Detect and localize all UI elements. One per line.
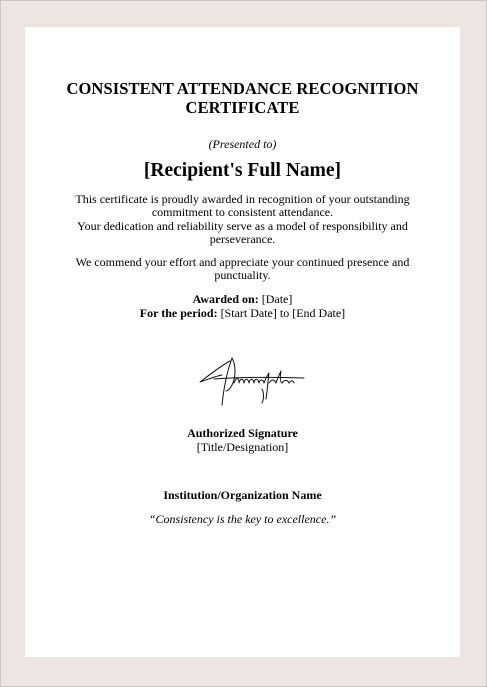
organization-name: Institution/Organization Name: [163, 488, 322, 502]
recipient-name: [Recipient's Full Name]: [143, 160, 342, 181]
presented-to-label: (Presented to): [208, 137, 277, 151]
handwritten-signature-icon: [192, 355, 312, 413]
period-row: [25, 306, 460, 320]
title-line-1: CONSISTENT ATTENDANCE RECOGNITION: [66, 79, 419, 98]
certificate-quote: “Consistency is the key to excellence.”: [148, 512, 337, 526]
title-line-2: CERTIFICATE: [185, 98, 300, 117]
award-dates: [25, 292, 460, 320]
commendation-text: We commend your effort and appreciate your continued presence and punctuality.: [75, 255, 410, 283]
signature-label: Authorized Signature: [187, 426, 298, 440]
period-label: For the period:: [139, 306, 218, 320]
awarded-on-label: Awarded on:: [192, 292, 259, 306]
certificate-body: [65, 193, 420, 247]
body-paragraph-1: This certificate is proudly awarded in recognition of your outstanding commitment to consistent attendance.: [75, 192, 410, 220]
signature-title: [Title/Designation]: [196, 440, 289, 454]
awarded-on-value: [Date]: [258, 292, 293, 306]
signature-image: [192, 355, 312, 413]
period-value: [Start Date] to [End Date]: [217, 306, 346, 320]
body-paragraph-2: Your dedication and reliability serve as a model of responsibility and perseverance.: [77, 218, 408, 247]
certificate-page: [25, 27, 460, 657]
awarded-on-row: [25, 292, 460, 306]
certificate-title: [25, 79, 460, 117]
